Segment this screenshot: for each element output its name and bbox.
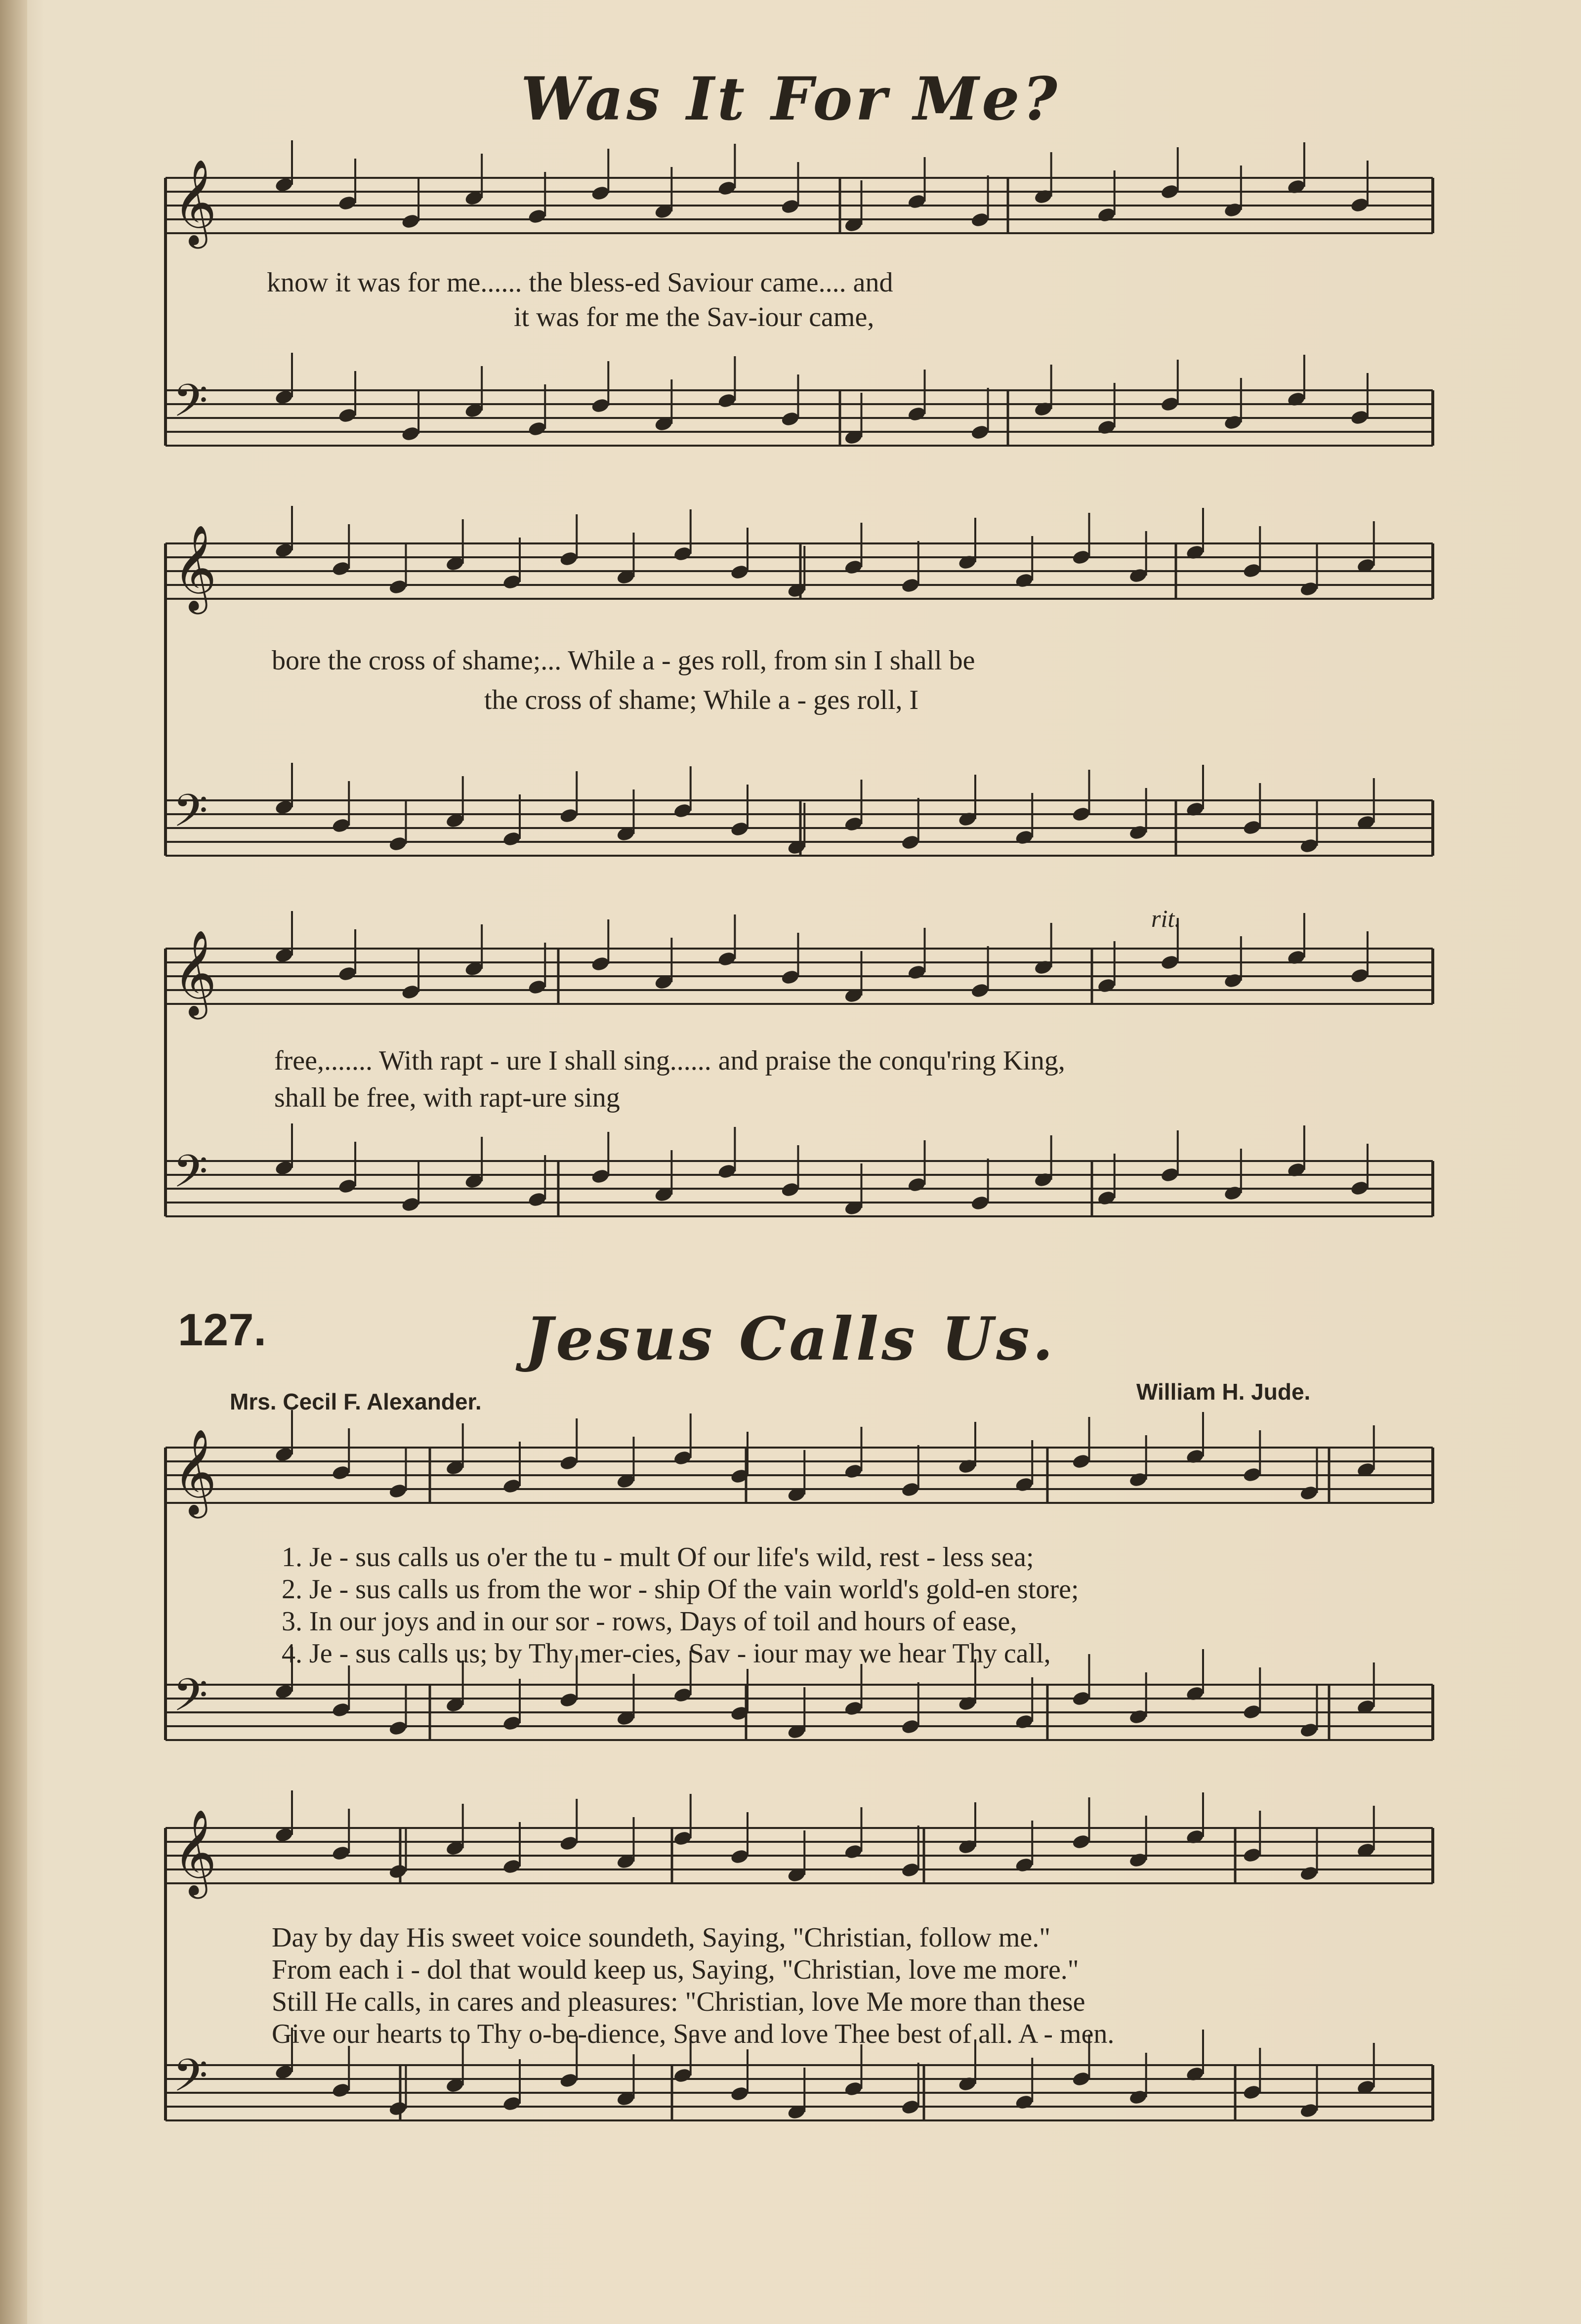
bass-clef-icon: 𝄢 bbox=[173, 374, 208, 438]
verse2-line1: 2. Je - sus calls us from the wor - ship Of the vain world's gold-en store; bbox=[282, 1574, 1079, 1605]
verse1-line2: Day by day His sweet voice soundeth, Saying, "Christian, follow me." bbox=[272, 1922, 1051, 1953]
song1-echo-line-3: shall be free, with rapt-ure sing bbox=[274, 1082, 620, 1113]
treble-staff bbox=[166, 1809, 1433, 1899]
song1-lyric-line-1: know it was for me...... the bless-ed Saviour came.... and bbox=[267, 267, 893, 298]
ritardando-mark: rit. bbox=[1151, 905, 1181, 932]
treble-staff bbox=[166, 1429, 1433, 1519]
treble-clef-icon: 𝄞 bbox=[173, 1809, 217, 1895]
song1-lyric-line-3: free,....... With rapt - ure I shall sing...... and praise the conqu'ring King, bbox=[274, 1045, 1065, 1076]
music-credit: William H. Jude. bbox=[1136, 1379, 1311, 1405]
song1-lyric-line-2: bore the cross of shame;... While a - ges roll, from sin I shall be bbox=[272, 645, 975, 676]
song2-title: Jesus Calls Us. bbox=[525, 1304, 1056, 1374]
song1-system-2 bbox=[0, 524, 1581, 909]
bass-clef-icon: 𝄢 bbox=[173, 1669, 208, 1732]
bass-clef-icon: 𝄢 bbox=[173, 785, 208, 848]
bass-clef-icon: 𝄢 bbox=[173, 2049, 208, 2113]
verse2-line2: From each i - dol that would keep us, Saying, "Christian, love me more." bbox=[272, 1954, 1079, 1985]
song1-echo-line-1: it was for me the Sav-iour came, bbox=[514, 302, 874, 332]
bass-clef-icon: 𝄢 bbox=[173, 1145, 208, 1208]
verse3-line1: 3. In our joys and in our sor - rows, Days of toil and hours of ease, bbox=[282, 1606, 1017, 1637]
song1-title: Was It For Me? bbox=[521, 64, 1060, 134]
treble-clef-icon: 𝄞 bbox=[173, 525, 217, 611]
verse1-line1: 1. Je - sus calls us o'er the tu - mult Of our life's wild, rest - less sea; bbox=[282, 1542, 1034, 1573]
treble-clef-icon: 𝄞 bbox=[173, 930, 217, 1016]
verse4-line2: Give our hearts to Thy o-be-dience, Save and love Thee best of all. A - men. bbox=[272, 2019, 1115, 2049]
hymn-number: 127. bbox=[178, 1305, 267, 1355]
song1-system-3 bbox=[0, 929, 1581, 1285]
words-credit: Mrs. Cecil F. Alexander. bbox=[230, 1389, 482, 1414]
verse3-line2: Still He calls, in cares and pleasures: "Christian, love Me more than these bbox=[272, 1987, 1085, 2017]
verse4-line1: 4. Je - sus calls us; by Thy mer-cies, Sav - iour may we hear Thy call, bbox=[282, 1638, 1051, 1669]
treble-clef-icon: 𝄞 bbox=[173, 159, 217, 245]
treble-clef-icon: 𝄞 bbox=[173, 1429, 217, 1515]
song1-echo-line-2: the cross of shame; While a - ges roll, I bbox=[484, 685, 919, 715]
